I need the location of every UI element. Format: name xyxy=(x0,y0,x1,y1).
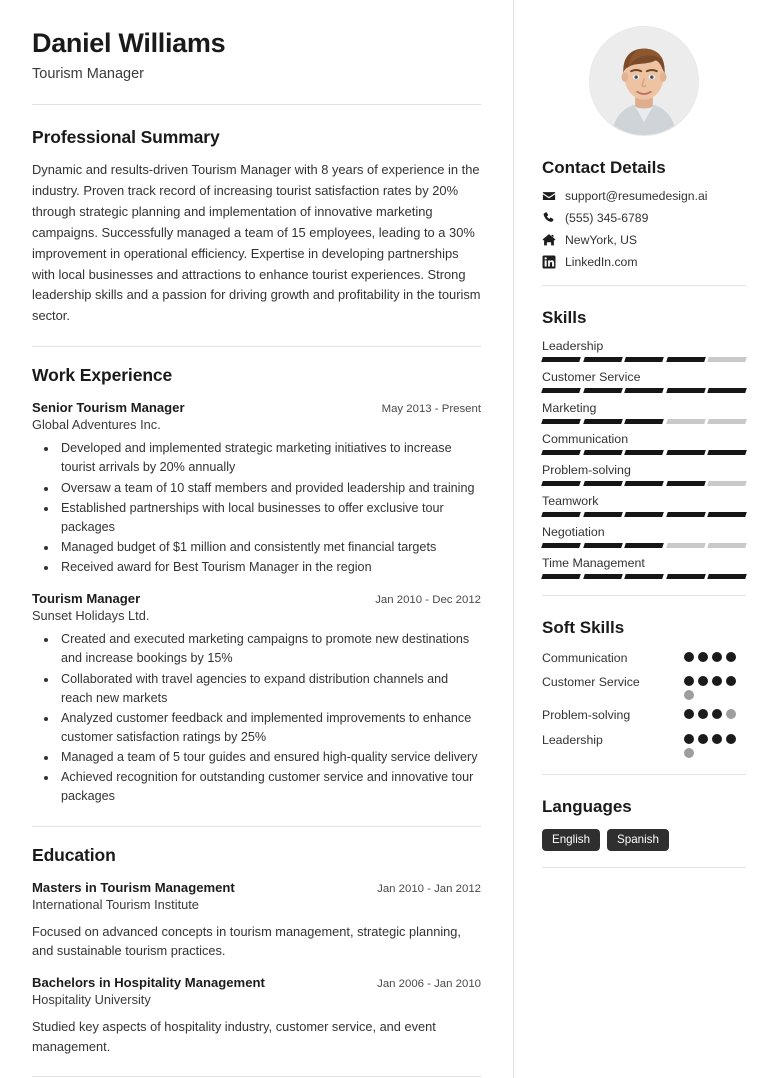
skill-bar-segment xyxy=(708,450,747,455)
rating-dot xyxy=(698,676,708,686)
linkedin-icon xyxy=(542,255,556,269)
soft-skill-label: Leadership xyxy=(542,732,603,747)
skill-bar-segment xyxy=(624,512,663,517)
contact-value: support@resumedesign.ai xyxy=(565,189,708,203)
rating-dot xyxy=(698,652,708,662)
rating-dot xyxy=(726,676,736,686)
skill-bar-segment xyxy=(708,543,747,548)
education-description: Studied key aspects of hospitality industry, customer service, and event management. xyxy=(32,1019,436,1055)
skill-bar-segment xyxy=(541,574,580,579)
soft-skill-item xyxy=(542,673,746,700)
section-title-work: Work Experience xyxy=(32,365,173,386)
section-title-contact: Contact Details xyxy=(542,158,666,177)
education-degree: Bachelors in Hospitality Management xyxy=(32,975,265,991)
summary-text: Dynamic and results-driven Tourism Manager with 8 years of experience in the industry. Proven track record of increasing tourist satisfaction rates by 20% through strategic planning and implementation of innovative marketing campaigns. Successfully managed a team of 15 employees, leading to a 30% improvement in operational efficiency. Expertise in developing partnerships with local businesses and attractions to enhance tourist experiences. Strong leadership skills and a passion for driving growth and profitability in the tourism sector. xyxy=(32,162,481,324)
list-item: • Collaborated with travel agencies to expand distribution channels and reach new markets xyxy=(58,670,481,708)
skill-level-bar xyxy=(542,419,746,424)
skill-bar-segment xyxy=(666,450,705,455)
rating-dot xyxy=(726,734,736,744)
work-dates: Jan 2010 - Dec 2012 xyxy=(375,594,481,607)
header-job-title: Tourism Manager xyxy=(32,66,145,83)
list-item: • Achieved recognition for outstanding customer service and innovative tour packages xyxy=(58,768,481,806)
section-title-education: Education xyxy=(32,844,116,865)
skill-bar-segment xyxy=(624,574,663,579)
soft-skill-item xyxy=(542,706,746,724)
soft-skill-rating xyxy=(684,649,746,662)
rating-dot xyxy=(684,709,694,719)
divider xyxy=(542,595,746,596)
soft-skill-rating xyxy=(684,706,746,719)
skill-list xyxy=(542,339,746,579)
rating-dot xyxy=(684,748,694,758)
skill-item xyxy=(542,463,746,486)
skill-bar-segment xyxy=(624,450,663,455)
avatar-wrap xyxy=(542,26,746,136)
skill-item xyxy=(542,494,746,517)
work-role: Senior Tourism Manager xyxy=(32,400,185,416)
contact-item-linkedin[interactable] xyxy=(542,255,746,269)
skill-label: Leadership xyxy=(542,339,604,353)
soft-skill-list xyxy=(542,649,746,758)
skill-level-bar xyxy=(542,357,746,362)
list-item: • Analyzed customer feedback and implemented improvements to enhance customer satisfaction ratings by 25% xyxy=(58,709,481,747)
rating-dot xyxy=(712,709,722,719)
skill-bar-segment xyxy=(666,357,705,362)
skill-bar-segment xyxy=(583,543,622,548)
home-icon xyxy=(542,233,556,247)
soft-skill-label: Communication xyxy=(542,651,628,665)
list-item: • Managed budget of $1 million and consistently met financial targets xyxy=(58,538,481,557)
sidebar xyxy=(514,0,768,1078)
list-item: • Received award for Best Tourism Manager in the region xyxy=(58,558,481,577)
language-chip-list xyxy=(542,829,746,852)
skill-item xyxy=(542,556,746,579)
skill-item xyxy=(542,401,746,424)
divider xyxy=(542,867,746,868)
skill-level-bar xyxy=(542,543,746,548)
header-block xyxy=(32,28,481,82)
rating-dot xyxy=(684,734,694,744)
education-entry xyxy=(32,880,481,962)
education-school: Hospitality University xyxy=(32,992,151,1008)
skill-bar-segment xyxy=(583,512,622,517)
skill-bar-segment xyxy=(624,481,663,486)
rating-dot xyxy=(698,734,708,744)
skill-item xyxy=(542,432,746,455)
rating-dot xyxy=(684,690,694,700)
skill-bar-segment xyxy=(708,481,747,486)
work-entry xyxy=(32,400,481,577)
skill-bar-segment xyxy=(624,419,663,424)
phone-icon xyxy=(542,211,556,225)
page-title: Daniel Williams xyxy=(32,28,226,58)
skill-bar-segment xyxy=(583,574,622,579)
skill-bar-segment xyxy=(624,543,663,548)
work-dates: May 2013 - Present xyxy=(381,403,481,416)
skill-bar-segment xyxy=(666,481,705,486)
skill-label: Marketing xyxy=(542,401,597,415)
section-title-skills: Skills xyxy=(542,308,587,327)
section-education xyxy=(32,845,481,1057)
work-bullets xyxy=(32,630,481,806)
skill-item xyxy=(542,525,746,548)
soft-skill-label: Problem-solving xyxy=(542,708,631,723)
skill-item xyxy=(542,339,746,362)
education-entry-header xyxy=(32,975,481,990)
rating-dot xyxy=(712,676,722,686)
education-dates: Jan 2010 - Jan 2012 xyxy=(377,882,481,895)
education-description: Focused on advanced concepts in tourism management, strategic planning, and sustainable tourism practices. xyxy=(32,923,461,959)
divider xyxy=(542,774,746,775)
soft-skill-rating xyxy=(684,731,746,758)
skill-level-bar xyxy=(542,450,746,455)
section-soft-skills xyxy=(542,618,746,758)
skill-bar-segment xyxy=(541,543,580,548)
education-entry xyxy=(32,975,481,1057)
education-entry-header xyxy=(32,880,481,895)
skill-bar-segment xyxy=(541,450,580,455)
skill-bar-segment xyxy=(708,574,747,579)
rating-dot xyxy=(726,709,736,719)
soft-skill-label: Customer Service xyxy=(542,675,640,690)
section-work-experience xyxy=(32,365,481,806)
work-entry-header xyxy=(32,400,481,415)
education-degree: Masters in Tourism Management xyxy=(32,879,235,895)
skill-bar-segment xyxy=(708,419,747,424)
contact-item-email[interactable] xyxy=(542,189,746,203)
contact-value: NewYork, US xyxy=(565,233,638,247)
skill-bar-segment xyxy=(583,357,622,362)
avatar xyxy=(589,26,699,136)
skill-bar-segment xyxy=(583,481,622,486)
divider xyxy=(32,346,481,347)
rating-dot xyxy=(726,652,736,662)
skill-bar-segment xyxy=(666,543,705,548)
skill-bar-segment xyxy=(708,357,747,362)
soft-skill-item xyxy=(542,649,746,667)
skill-bar-segment xyxy=(583,450,622,455)
skill-level-bar xyxy=(542,574,746,579)
work-role: Tourism Manager xyxy=(32,591,141,607)
envelope-icon xyxy=(542,189,556,203)
skill-bar-segment xyxy=(541,481,580,486)
list-item: • Managed a team of 5 tour guides and ensured high-quality service delivery xyxy=(58,748,481,767)
rating-dot xyxy=(712,652,722,662)
skill-bar-segment xyxy=(541,357,580,362)
skill-bar-segment xyxy=(624,388,663,393)
contact-list xyxy=(542,189,746,269)
skill-level-bar xyxy=(542,512,746,517)
work-entry xyxy=(32,591,481,806)
rating-dot xyxy=(684,652,694,662)
contact-value: LinkedIn.com xyxy=(565,255,638,269)
education-school: International Tourism Institute xyxy=(32,896,199,912)
divider xyxy=(542,285,746,286)
skill-bar-segment xyxy=(666,419,705,424)
education-dates: Jan 2006 - Jan 2010 xyxy=(377,978,481,991)
contact-item-location[interactable] xyxy=(542,233,746,247)
skill-label: Customer Service xyxy=(542,370,641,384)
list-item: • Created and executed marketing campaigns to promote new destinations and increase bookings by 15% xyxy=(58,630,481,668)
skill-bar-segment xyxy=(666,512,705,517)
skill-bar-segment xyxy=(708,512,747,517)
contact-value: (555) 345-6789 xyxy=(565,211,649,225)
language-chip[interactable]: Spanish xyxy=(607,829,669,852)
list-item: • Established partnerships with local businesses to offer exclusive tour packages xyxy=(58,499,481,537)
divider xyxy=(32,1076,481,1077)
section-languages xyxy=(542,797,746,852)
work-entry-header xyxy=(32,591,481,606)
skill-level-bar xyxy=(542,481,746,486)
divider xyxy=(32,104,481,105)
work-bullets xyxy=(32,439,481,577)
skill-bar-segment xyxy=(666,574,705,579)
section-title-languages: Languages xyxy=(542,796,632,816)
skill-bar-segment xyxy=(624,357,663,362)
list-item: • Oversaw a team of 10 staff members and provided leadership and training xyxy=(58,479,481,498)
skill-bar-segment xyxy=(541,512,580,517)
skill-label: Time Management xyxy=(542,556,645,570)
soft-skill-rating xyxy=(684,673,746,700)
skill-bar-segment xyxy=(583,388,622,393)
work-company: Sunset Holidays Ltd. xyxy=(32,608,150,624)
skill-label: Communication xyxy=(542,432,629,446)
skill-label: Problem-solving xyxy=(542,463,631,477)
skill-item xyxy=(542,370,746,393)
divider xyxy=(32,826,481,827)
rating-dot xyxy=(712,734,722,744)
skill-label: Teamwork xyxy=(542,494,599,508)
contact-item-phone[interactable] xyxy=(542,211,746,225)
list-item: • Developed and implemented strategic marketing initiatives to increase tourist arrivals by 20% annually xyxy=(58,439,481,477)
skill-bar-segment xyxy=(541,388,580,393)
skill-bar-segment xyxy=(708,388,747,393)
skill-level-bar xyxy=(542,388,746,393)
soft-skill-item xyxy=(542,731,746,758)
section-contact-details xyxy=(542,158,746,269)
skill-bar-segment xyxy=(666,388,705,393)
skill-bar-segment xyxy=(541,419,580,424)
section-title-soft-skills: Soft Skills xyxy=(542,618,625,637)
skill-label: Negotiation xyxy=(542,525,605,539)
section-professional-summary xyxy=(32,127,481,327)
rating-dot xyxy=(698,709,708,719)
section-skills xyxy=(542,308,746,579)
language-chip[interactable]: English xyxy=(542,829,600,852)
skill-bar-segment xyxy=(583,419,622,424)
section-title-summary: Professional Summary xyxy=(32,127,220,148)
work-company: Global Adventures Inc. xyxy=(32,417,161,433)
rating-dot xyxy=(684,676,694,686)
